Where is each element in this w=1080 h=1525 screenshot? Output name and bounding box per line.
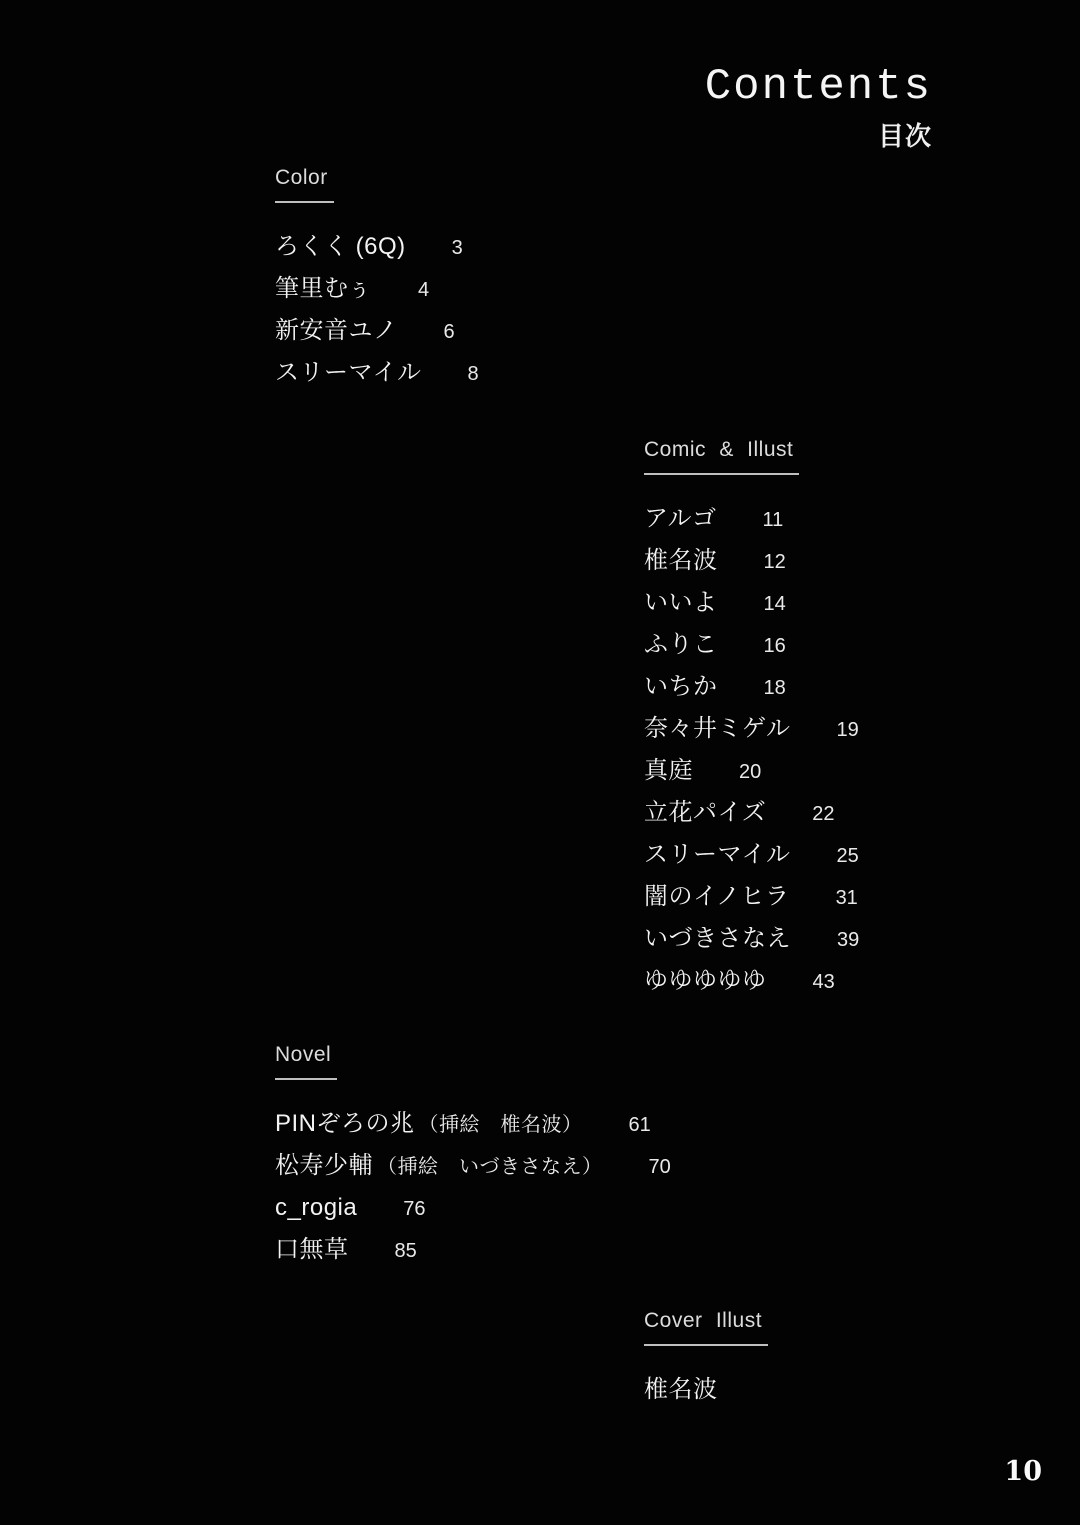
toc-entry: [275, 352, 479, 394]
entry-page: 8: [467, 363, 479, 386]
entry-page: 12: [763, 551, 786, 574]
entry-page: 22: [812, 803, 835, 826]
toc-entry: [275, 1187, 671, 1229]
entry-page: 11: [762, 509, 784, 532]
entry-page: 39: [837, 929, 860, 952]
section-heading-cover-illust: Cover Illust: [644, 1308, 768, 1346]
entry-name: 奈々井ミゲル: [644, 715, 791, 743]
toc-entry: [644, 498, 859, 540]
entry-name: c_rogia: [275, 1194, 358, 1222]
toc-entry: [644, 918, 859, 960]
entry-page: 31: [835, 887, 858, 910]
toc-entry: [644, 1369, 768, 1411]
entry-name: 真庭: [644, 757, 693, 785]
entry-illustrator-note: （挿絵 椎名波）: [418, 1114, 583, 1137]
entry-name: 椎名波: [644, 1376, 718, 1404]
entry-name: いいよ: [644, 589, 718, 617]
toc-entry: [644, 540, 859, 582]
entry-name: 闇のイノヒラ: [644, 883, 790, 911]
toc-entry: [644, 750, 859, 792]
toc-entry: [275, 310, 479, 352]
toc-entry: [644, 708, 859, 750]
entry-page: 76: [403, 1198, 426, 1221]
section-color: [275, 165, 479, 394]
entry-name: 椎名波: [644, 547, 718, 575]
entry-page: 14: [763, 593, 786, 616]
entry-page: 70: [648, 1156, 671, 1179]
section-cover-illust: [644, 1308, 768, 1411]
entry-page: 4: [418, 279, 430, 302]
entry-name: ゆゆゆゆゆ: [644, 967, 767, 995]
page-subtitle: 目次: [877, 121, 932, 152]
entry-page: 85: [394, 1240, 417, 1263]
toc-entry: [644, 792, 859, 834]
toc-entry: [644, 876, 859, 918]
entry-page: 43: [812, 971, 835, 994]
entry-name: ろくく (6Q): [275, 233, 406, 261]
section-heading-color: Color: [275, 165, 334, 203]
section-rows: [275, 226, 479, 394]
entry-name: スリーマイル: [644, 841, 791, 869]
title-block: [705, 64, 932, 153]
entry-name: 松寿少輔: [275, 1152, 373, 1180]
section-rows: [644, 1369, 768, 1411]
toc-entry: [644, 834, 859, 876]
entry-page: 3: [451, 237, 463, 260]
section-heading-novel: Novel: [275, 1042, 337, 1080]
section-rows: [644, 498, 859, 1002]
toc-entry: [275, 1145, 671, 1187]
section-rows: [275, 1103, 671, 1271]
entry-page: 61: [628, 1114, 651, 1137]
section-novel: [275, 1042, 671, 1271]
entry-name: PINぞろの兆: [275, 1110, 415, 1138]
entry-name: いづきさなえ: [644, 925, 791, 953]
entry-illustrator-note: （挿絵 いづきさなえ）: [377, 1156, 603, 1179]
entry-name: 口無草: [275, 1236, 349, 1264]
toc-entry: [644, 960, 859, 1002]
entry-page: 6: [443, 321, 455, 344]
toc-entry: [644, 582, 859, 624]
section-comic-illust: [644, 437, 859, 1002]
entry-page: 18: [763, 677, 786, 700]
entry-name: アルゴ: [644, 505, 717, 533]
page-title: Contents: [704, 62, 932, 112]
entry-name: 立花パイズ: [644, 799, 767, 827]
page-number: 10: [1004, 1456, 1042, 1487]
entry-page: 19: [836, 719, 859, 742]
entry-name: スリーマイル: [275, 359, 422, 387]
toc-entry: [644, 624, 859, 666]
entry-page: 16: [763, 635, 786, 658]
toc-entry: [275, 268, 479, 310]
entry-name: いちか: [644, 673, 718, 701]
toc-entry: [275, 226, 479, 268]
toc-entry: [644, 666, 859, 708]
toc-entry: [275, 1103, 671, 1145]
entry-name: 新安音ユノ: [275, 317, 398, 345]
entry-name: ふりこ: [644, 631, 718, 659]
entry-page: 25: [836, 845, 859, 868]
toc-entry: [275, 1229, 671, 1271]
entry-name: 筆里むぅ: [275, 275, 373, 303]
entry-page: 20: [739, 761, 762, 784]
section-heading-comic-illust: Comic & Illust: [644, 437, 799, 475]
